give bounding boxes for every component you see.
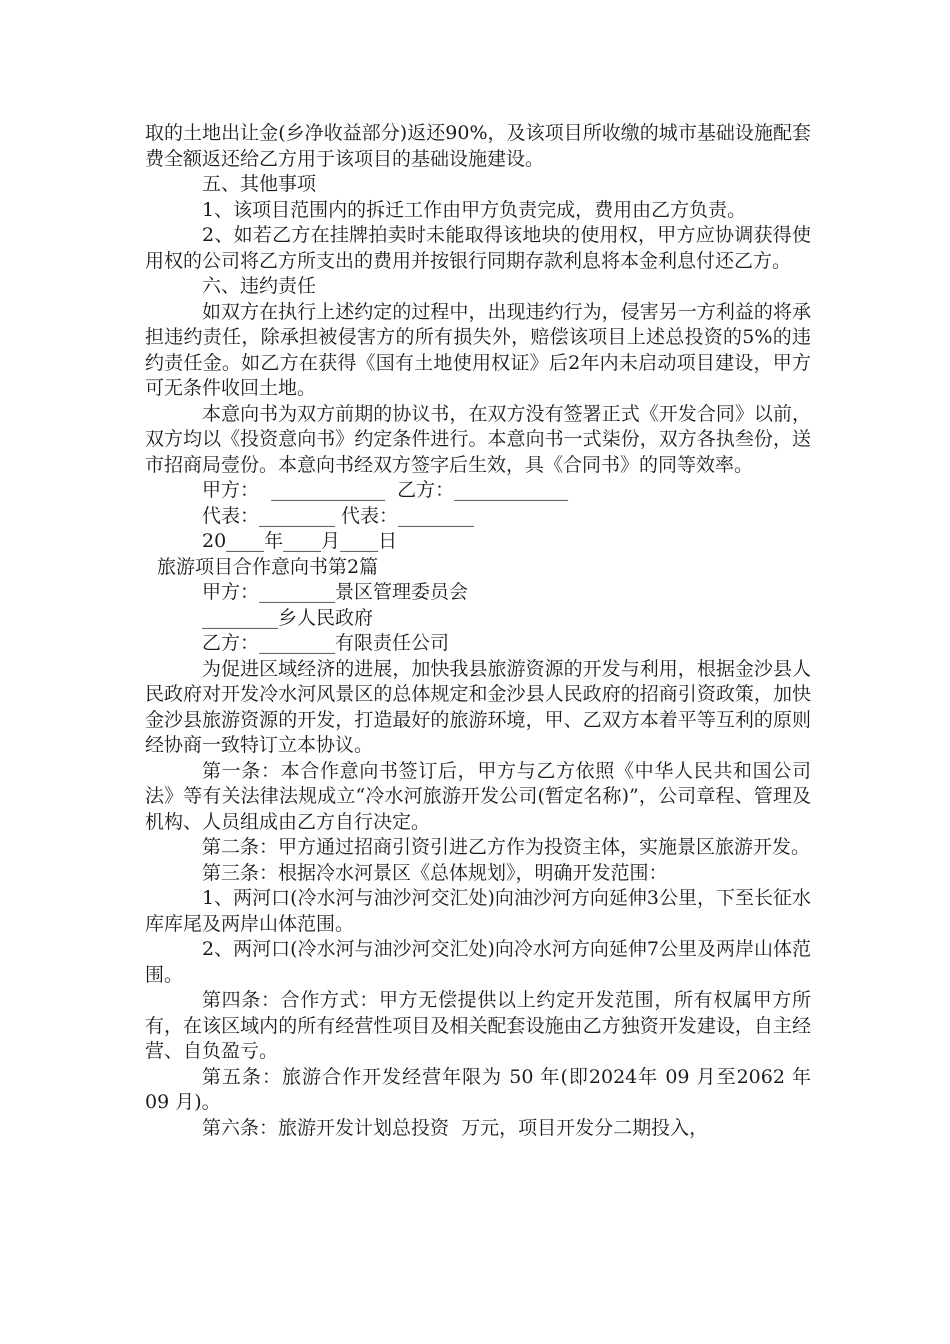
- article-5: 第五条：旅游合作开发经营年限为 50 年(即2024年 09 月至2062 年 09 月)。: [145, 1065, 818, 1113]
- article-3-item-1: 1、两河口(冷水河与油沙河交汇处)向油沙河方向延伸3公里，下至长征水库库尾及两岸山体范围。: [145, 887, 812, 935]
- paragraph-intent-letter: 本意向书为双方前期的协议书，在双方没有签署正式《开发合同》以前，双方均以《投资意向书》约定条件进行。本意向书一式柒份，双方各执叁份，送市招商局壹份。本意向书经双方签字后生效，具《合同书》的同等效率。: [145, 402, 811, 476]
- signature-representatives: 代表：________ 代表：________: [202, 504, 475, 527]
- paragraph-land-use-right: 2、如若乙方在挂牌拍卖时未能取得该地块的使用权，甲方应协调获得使用权的公司将乙方所支出的费用并按银行同期存款利息将本金利息付还乙方。: [145, 224, 811, 272]
- article-1: 第一条：本合作意向书签订后，甲方与乙方依照《中华人民共和国公司法》等有关法律法规成立“冷水河旅游开发公司(暂定名称)”，公司章程、管理及机构、人员组成由乙方自行决定。: [145, 759, 811, 833]
- article-4: 第四条：合作方式：甲方无偿提供以上约定开发范围，所有权属甲方所有，在该区域内的所有经营性项目及相关配套设施由乙方独资开发建设，自主经营、自负盈亏。: [145, 989, 811, 1062]
- article-2: 第二条：甲方通过招商引资引进乙方作为投资主体，实施景区旅游开发。: [202, 836, 811, 858]
- paragraph-preamble: 为促进区域经济的进展，加快我县旅游资源的开发与利用，根据金沙县人民政府对开发冷水河风景区的总体规定和金沙县人民政府的招商引资政策，加快金沙县旅游资源的开发，打造最好的旅游环境，甲、乙双方本着平等互利的原则经协商一致特订立本协议。: [145, 657, 811, 756]
- heading-other-matters: 五、其他事项: [202, 173, 317, 195]
- section-title-part-2: 旅游项目合作意向书第2篇: [157, 555, 379, 578]
- paragraph-breach: 如双方在执行上述约定的过程中，出现违约行为，侵害另一方利益的将承担违约责任，除承担被侵害方的所有损失外，赔偿该项目上述总投资的5%的违约责任金。如乙方在获得《国有土地使用权证》后2年内未启动项目建设，甲方可无条件收回土地。: [145, 300, 811, 399]
- signature-parties: 甲方： ____________ 乙方：____________: [202, 479, 569, 501]
- paragraph-land-refund: 取的土地出让金(乡净收益部分)返还90%，及该项目所收缴的城市基础设施配套费全额返还给乙方用于该项目的基础设施建设。: [145, 122, 811, 170]
- heading-breach-liability: 六、违约责任: [202, 275, 317, 297]
- party-a-committee: 甲方：________景区管理委员会: [202, 581, 469, 603]
- paragraph-demolition: 1、该项目范围内的拆迁工作由甲方负责完成，费用由乙方负责。: [202, 198, 747, 221]
- article-3-item-2: 2、两河口(冷水河与油沙河交汇处)向冷水河方向延伸7公里及两岸山体范围。: [145, 938, 812, 986]
- article-6: 第六条：旅游开发计划总投资 万元，项目开发分二期投入，: [202, 1116, 709, 1139]
- party-b-company: 乙方：________有限责任公司: [202, 632, 450, 654]
- party-a-government: ________乡人民政府: [202, 606, 374, 629]
- signature-date: 20____年____月____日: [202, 530, 398, 552]
- document-page: [145, 121, 818, 1141]
- article-3: 第三条：根据冷水河景区《总体规划》，明确开发范围：: [202, 861, 668, 884]
